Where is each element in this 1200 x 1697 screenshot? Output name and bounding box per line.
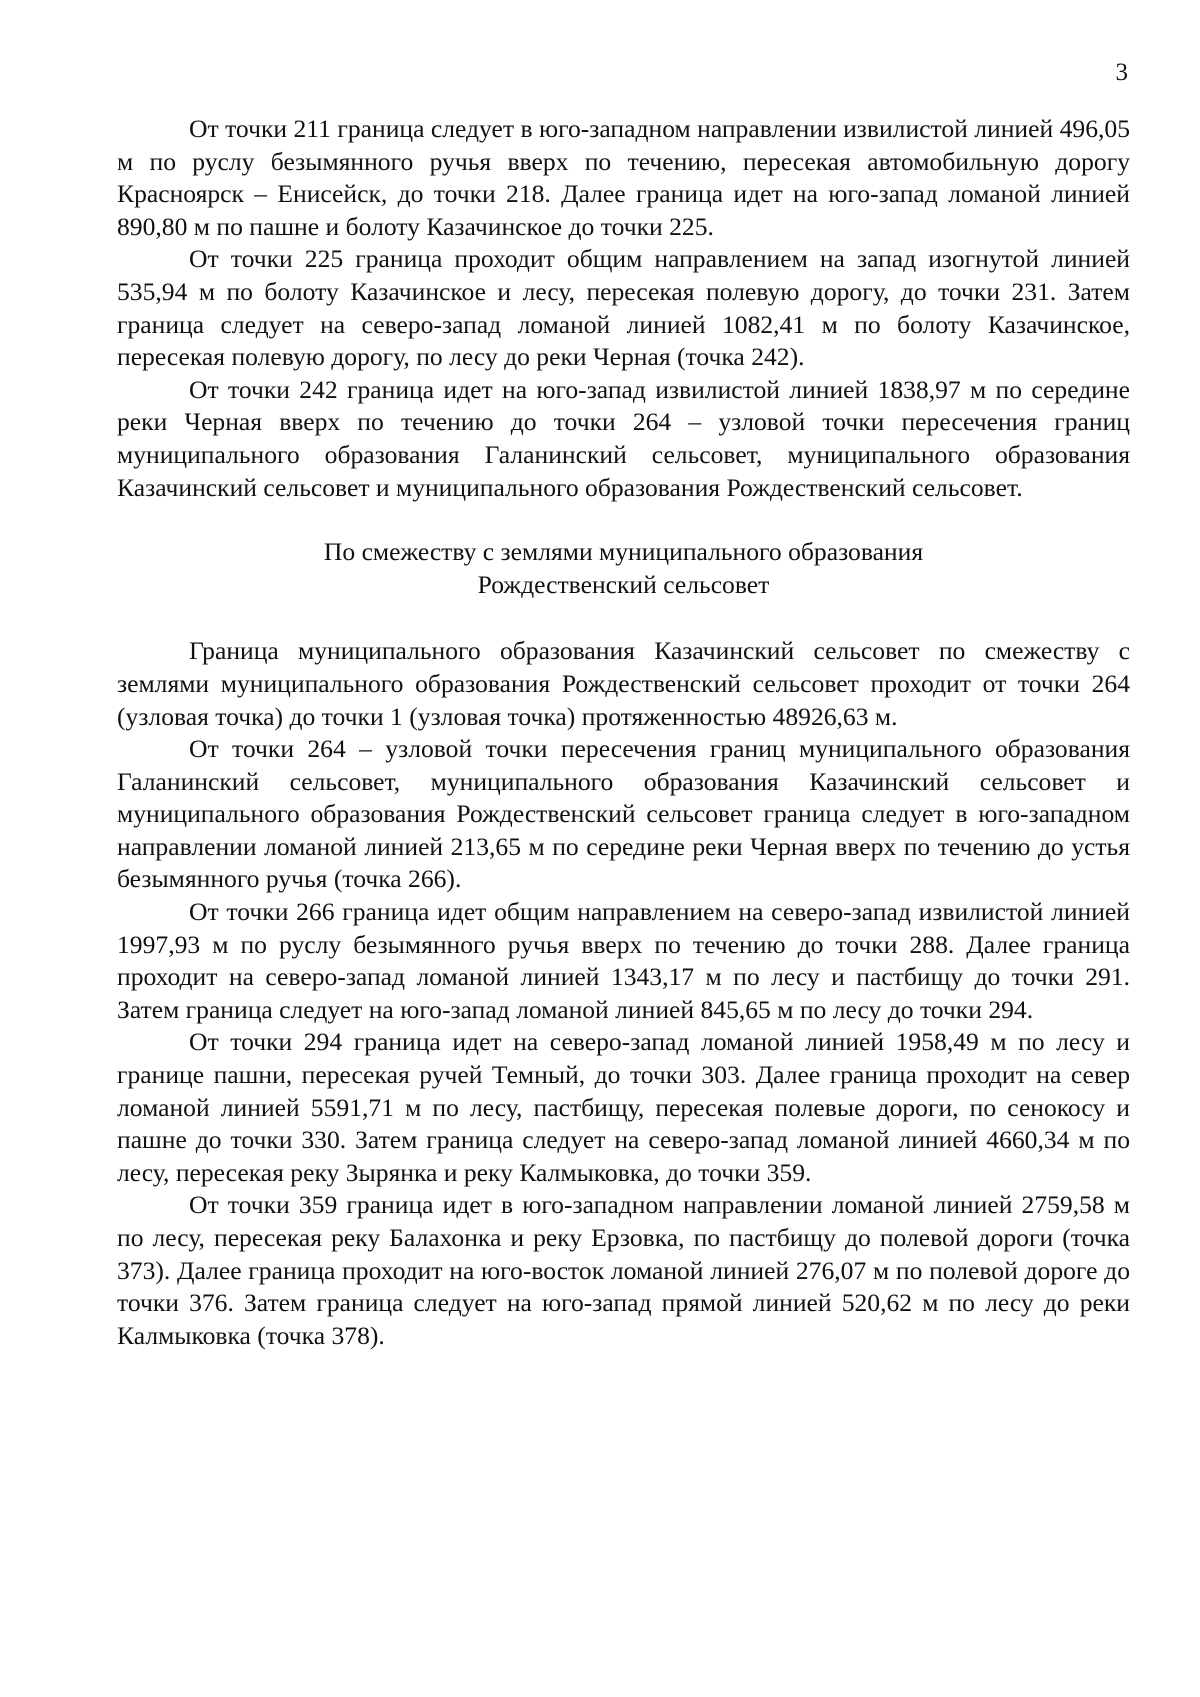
paragraph-point-242: От точки 242 граница идет на юго-запад извилистой линией 1838,97 м по середине реки Черная вверх по течению до точки 264 – узловой точки пересечения границ муниципального образования Галанинский сельсовет, муниципального образования Казачинский сельсовет и муниципального образования Рождественский сельсовет. (117, 374, 1130, 502)
paragraph-boundary-summary: Граница муниципального образования Казачинский сельсовет по смежеству с землями муниципального образования Рождественский сельсовет проходит от точки 264 (узловая точка) до точки 1 (узловая точка) протяженностью 48926,63 м. (117, 636, 1130, 731)
paragraph-point-359: От точки 359 граница идет в юго-западном направлении ломаной линией 2759,58 м по лесу, пересекая реку Балахонка и реку Ерзовка, по пастбищу до полевой дороги (точка 373). Далее граница проходит на юго-восток ломаной линией 276,07 м по полевой дороге до точки 376. Затем граница следует на юго-запад прямой линией 520,62 м по лесу до реки Калмыковка (точка 378). (117, 1190, 1130, 1350)
paragraph-point-266: От точки 266 граница идет общим направлением на северо-запад извилистой линией 1997,93 м по руслу безымянного ручья вверх по течению до точки 288. Далее граница проходит на северо-запад ломаной линией 1343,17 м по лесу и пастбищу до точки 291. Затем граница следует на юго-запад ломаной линией 845,65 м по лесу до точки 294. (117, 897, 1130, 1024)
paragraph-point-294: От точки 294 граница идет на северо-запад ломаной линией 1958,49 м по лесу и границе пашни, пересекая ручей Темный, до точки 303. Далее граница проходит на север ломаной линией 5591,71 м по лесу, пастбищу, пересекая полевые дороги, по сенокосу и пашне до точки 330. Затем граница следует на северо-запад ломаной линией 4660,34 м по лесу, пересекая реку Зырянка и реку Калмыковка, до точки 359. (117, 1027, 1130, 1187)
section-heading (117, 536, 1130, 601)
paragraph-point-211: От точки 211 граница следует в юго-западном направлении извилистой линией 496,05 м по руслу безымянного ручья вверх по течению, пересекая автомобильную дорогу Красноярск – Енисейск, до точки 218. Далее граница идет на юго-запад ломаной линией 890,80 м по пашне и болоту Казачинское до точки 225. (117, 114, 1130, 241)
spacer (117, 601, 1130, 635)
section-heading-line-1: По смежеству с землями муниципального образования (323, 537, 924, 567)
page-number: 3 (1115, 59, 1128, 86)
paragraph-point-264: От точки 264 – узловой точки пересечения границ муниципального образования Галанинский сельсовет, муниципального образования Казачинский сельсовет и муниципального образования Рождественский сельсовет граница следует в юго-западном направлении ломаной линией 213,65 м по середине реки Черная вверх по течению до устья безымянного ручья (точка 266). (117, 734, 1130, 894)
document-body (117, 113, 1130, 1352)
paragraph-point-225: От точки 225 граница проходит общим направлением на запад изогнутой линией 535,94 м по болоту Казачинское и лесу, пересекая полевую дорогу, до точки 231. Затем граница следует на северо-запад ломаной линией 1082,41 м по болоту Казачинское, пересекая полевую дорогу, по лесу до реки Черная (точка 242). (117, 244, 1130, 372)
spacer (117, 504, 1130, 536)
section-heading-line-2: Рождественский сельсовет (477, 569, 770, 599)
